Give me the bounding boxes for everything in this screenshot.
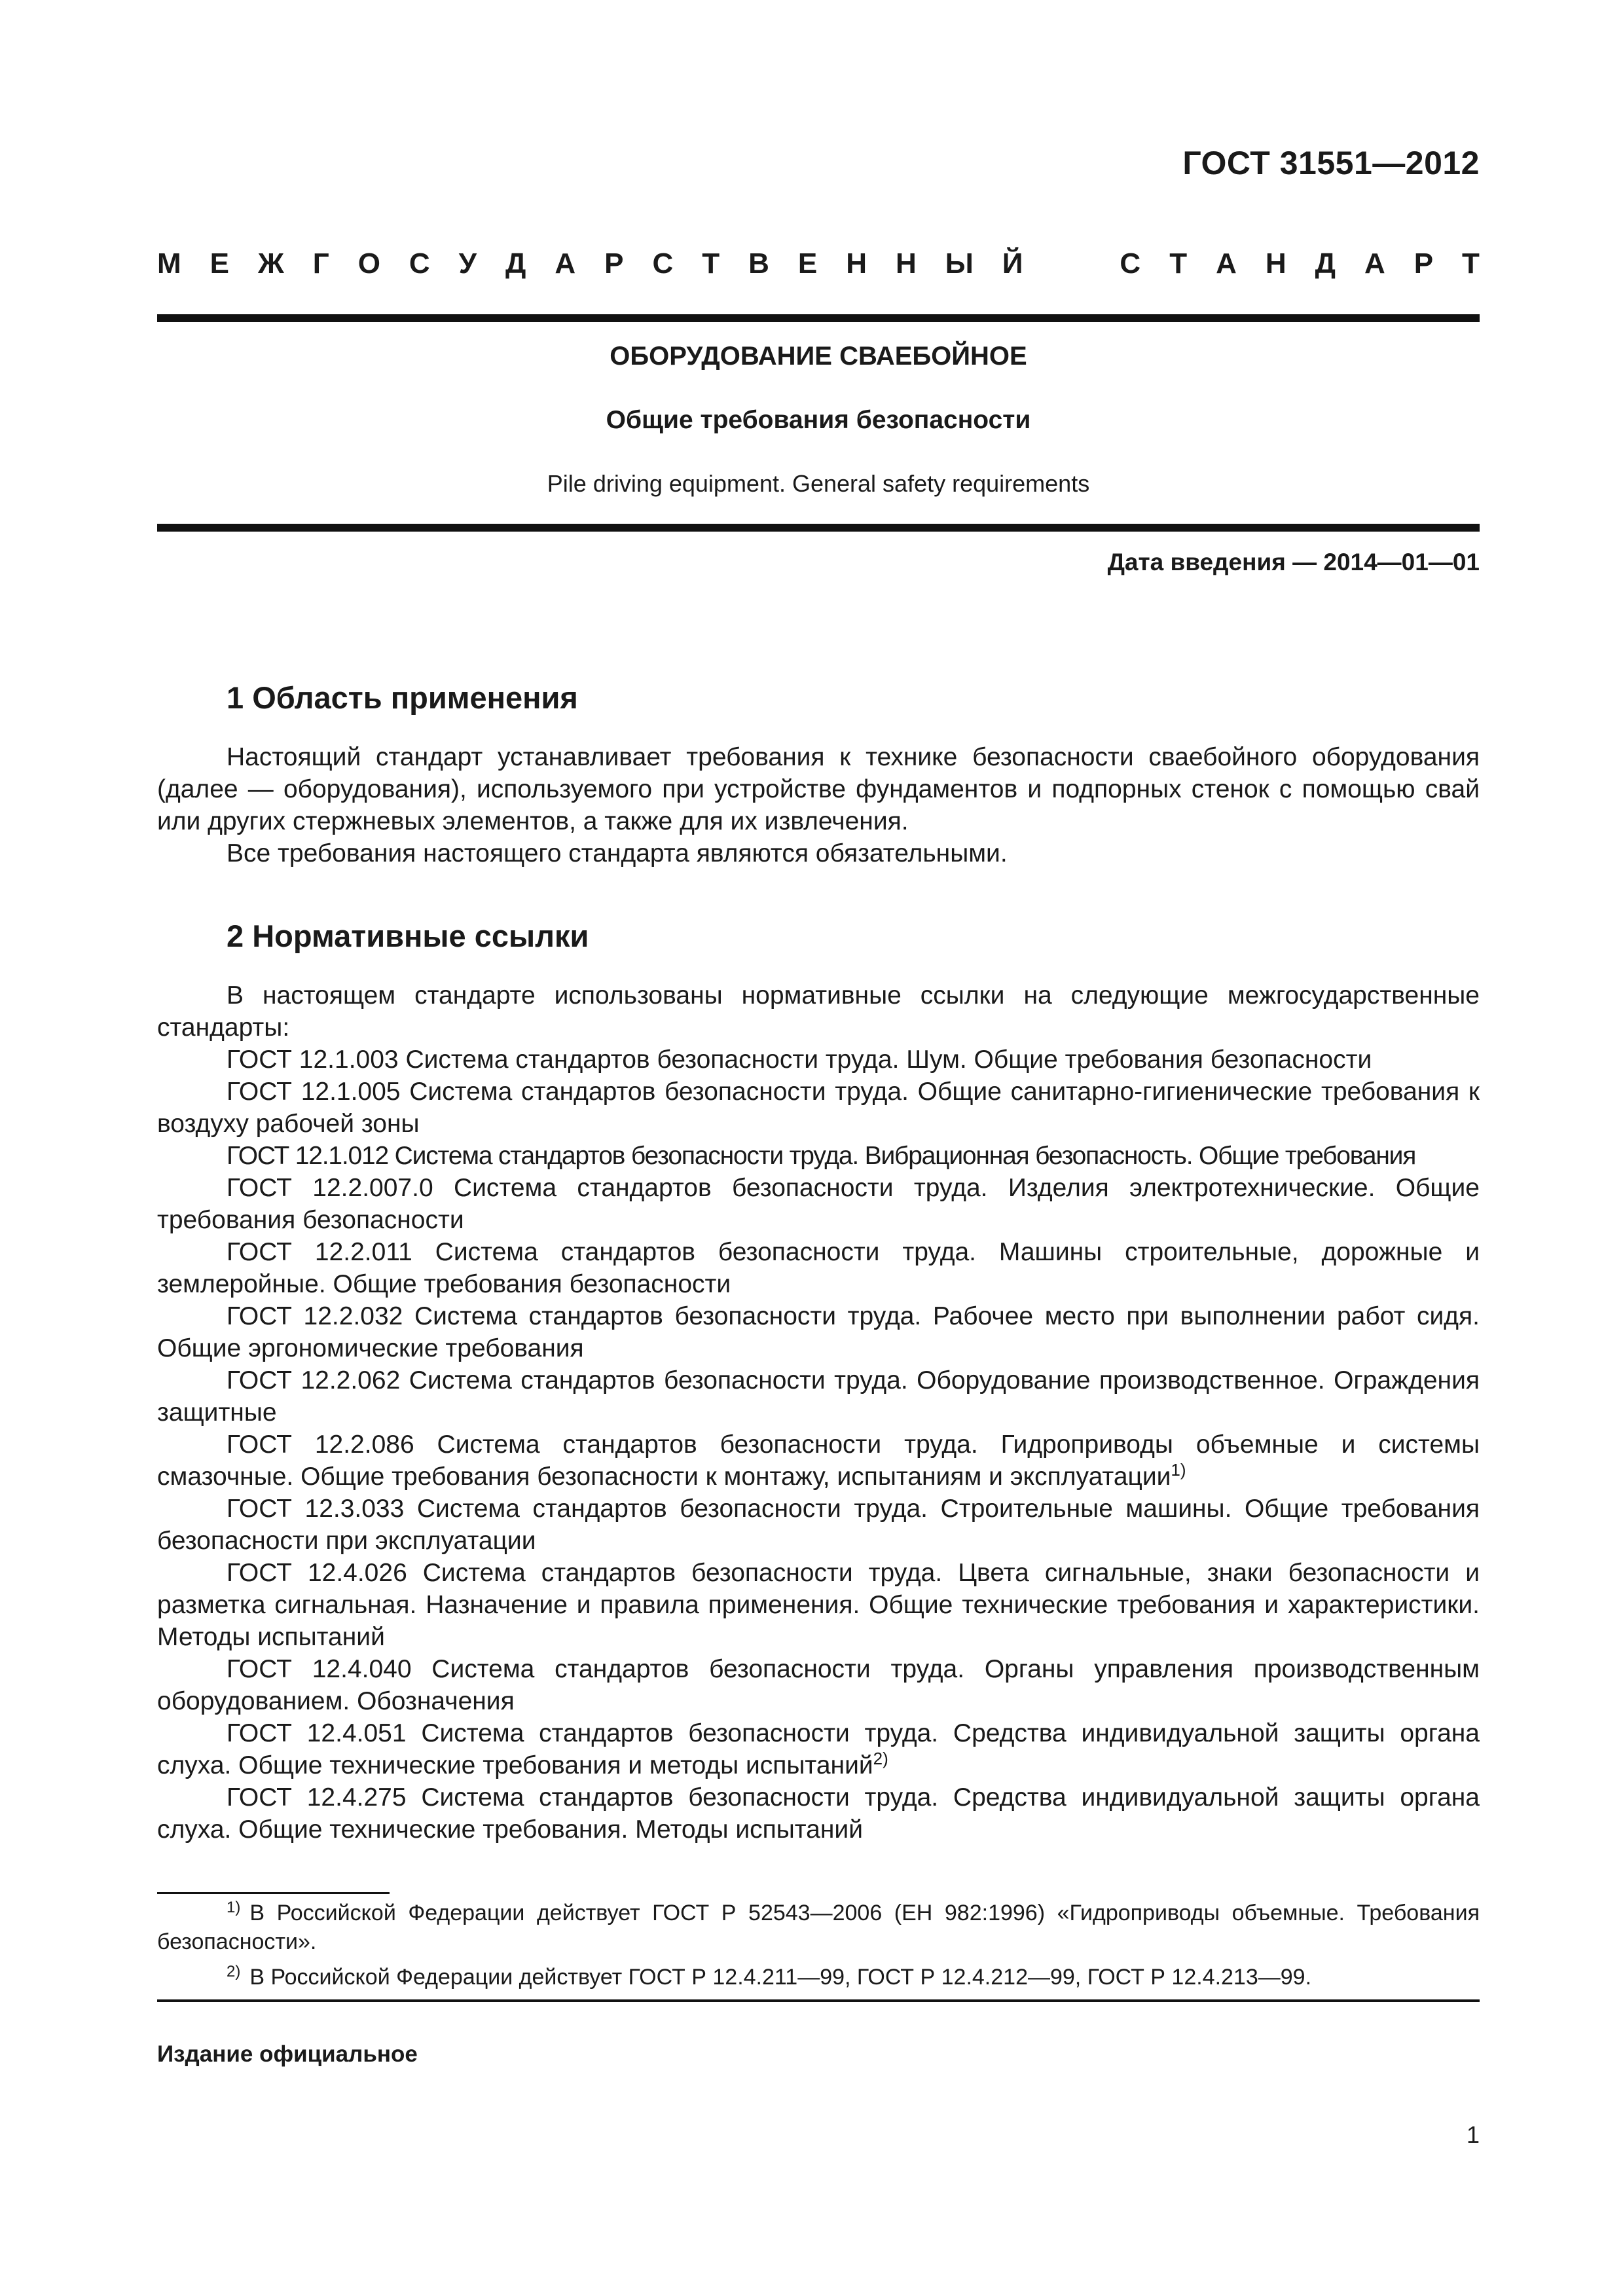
std-letter: А [555,247,576,280]
std-letter: У [458,247,477,280]
reference-item: ГОСТ 12.3.033 Система стандартов безопасности труда. Строительные машины. Общие требования безопасности при эксплуатации [157,1495,1480,1555]
footnote: $^{1)}$ В Российской Федерации действует ГОСТ Р 52543—2006 (ЕН 982:1996) «Гидроприводы объемные. Требования безопасности». [157,1899,1480,1954]
section-references [157,917,1480,1846]
std-letter: А [1216,247,1237,280]
std-letter: Т [1462,247,1480,280]
reference-item: ГОСТ 12.2.062 Система стандартов безопасности труда. Оборудование производственное. Ограждения защитные [157,1366,1480,1427]
section-heading: 1 Область применения [227,680,578,715]
reference-item: ГОСТ 12.2.032 Система стандартов безопасности труда. Рабочее место при выполнении работ сидя. Общие эргономические требования [157,1302,1480,1362]
footer-divider [157,1999,1480,2002]
std-letter: Й [1002,247,1023,280]
reference-item: ГОСТ 12.1.005 Система стандартов безопасности труда. Общие санитарно-гигиенические требования к воздуху рабочей зоны [157,1078,1480,1138]
edition-label: Издание официальное [157,2041,418,2067]
std-letter: Д [505,247,526,280]
page-number: 1 [1466,2121,1480,2148]
std-letter: О [357,247,380,280]
introduction-date: Дата введения — 2014—01—01 [1107,549,1480,575]
title-divider [157,524,1480,532]
std-letter: Н [846,247,867,280]
reference-item: ГОСТ 12.4.051 Система стандартов безопасности труда. Средства индивидуальной защиты органа слуха. Общие технические требования и методы испытаний$^{2)}$ [157,1719,1480,1779]
reference-item: ГОСТ 12.4.026 Система стандартов безопасности труда. Цвета сигнальные, знаки безопасности и разметка сигнальная. Назначение и правила применения. Общие технические требования и характеристики. Методы испытаний [157,1559,1480,1651]
std-letter: Т [1169,247,1188,280]
std-letter: Н [896,247,917,280]
reference-item: ГОСТ 12.1.003 Система стандартов безопасности труда. Шум. Общие требования безопасности [227,1046,1372,1074]
footnote: $^{2)}$ В Российской Федерации действует ГОСТ Р 12.4.211—99, ГОСТ Р 12.4.212—99, ГОСТ Р 12.4.213—99. [227,1963,1312,1990]
header-divider [157,314,1480,322]
std-letter: Е [210,247,229,280]
reference-item: ГОСТ 12.1.012 Система стандартов безопасности труда. Вибрационная безопасность. Общие требования [227,1142,1416,1170]
footnote-marker[interactable]: 2) [873,1749,888,1768]
std-letter: М [157,247,181,280]
footnote-mark: 2) [227,1963,241,1980]
std-letter: Н [1265,247,1286,280]
std-letter: В [748,247,769,280]
std-letter: С [409,247,430,280]
std-letter: Г [312,247,329,280]
footnote-marker[interactable]: 1) [1171,1460,1186,1480]
document-title: ОБОРУДОВАНИЕ СВАЕБОЙНОЕ [610,342,1027,371]
standard-type-heading [157,247,1480,280]
std-letter: Ы [945,247,974,280]
reference-item: ГОСТ 12.2.011 Система стандартов безопасности труда. Машины строительные, дорожные и землеройные. Общие требования безопасности [157,1238,1480,1298]
paragraph: Все требования настоящего стандарта являются обязательными. [227,839,1008,867]
word-gap [1051,247,1091,280]
footnotes [157,1899,1480,1998]
std-letter: Ж [257,247,284,280]
paragraph: В настоящем стандарте использованы нормативные ссылки на следующие межгосударственные стандарты: [157,981,1480,1042]
reference-item: ГОСТ 12.2.007.0 Система стандартов безопасности труда. Изделия электротехнические. Общие требования безопасности [157,1174,1480,1234]
std-letter: С [1120,247,1141,280]
std-letter: Т [702,247,720,280]
std-letter: Р [604,247,624,280]
document-number: ГОСТ 31551—2012 [1182,145,1480,181]
std-letter: Е [797,247,818,280]
reference-item: ГОСТ 12.4.040 Система стандартов безопасности труда. Органы управления производственным оборудованием. Обозначения [157,1655,1480,1715]
footnote-separator [157,1892,390,1894]
std-letter: С [652,247,674,280]
std-letter: Д [1315,247,1336,280]
footnote-mark: 1) [227,1899,241,1916]
english-title: Pile driving equipment. General safety requirements [547,470,1090,497]
document-subtitle: Общие требования безопасности [606,406,1031,434]
reference-item: ГОСТ 12.4.275 Система стандартов безопасности труда. Средства индивидуальной защиты органа слуха. Общие технические требования. Методы испытаний [157,1783,1480,1844]
section-scope [157,678,1480,869]
reference-item: ГОСТ 12.2.086 Система стандартов безопасности труда. Гидроприводы объемные и системы смазочные. Общие требования безопасности к монтажу, испытаниям и эксплуатации$^{1)}$ [157,1430,1480,1491]
paragraph: Настоящий стандарт устанавливает требования к технике безопасности сваебойного оборудования (далее — оборудования), используемого при устройстве фундаментов и подпорных стенок с помощью свай или других стержневых элементов, а также для их извлечения. [157,743,1480,835]
std-letter: Р [1413,247,1434,280]
std-letter: А [1364,247,1385,280]
section-heading: 2 Нормативные ссылки [227,919,589,953]
